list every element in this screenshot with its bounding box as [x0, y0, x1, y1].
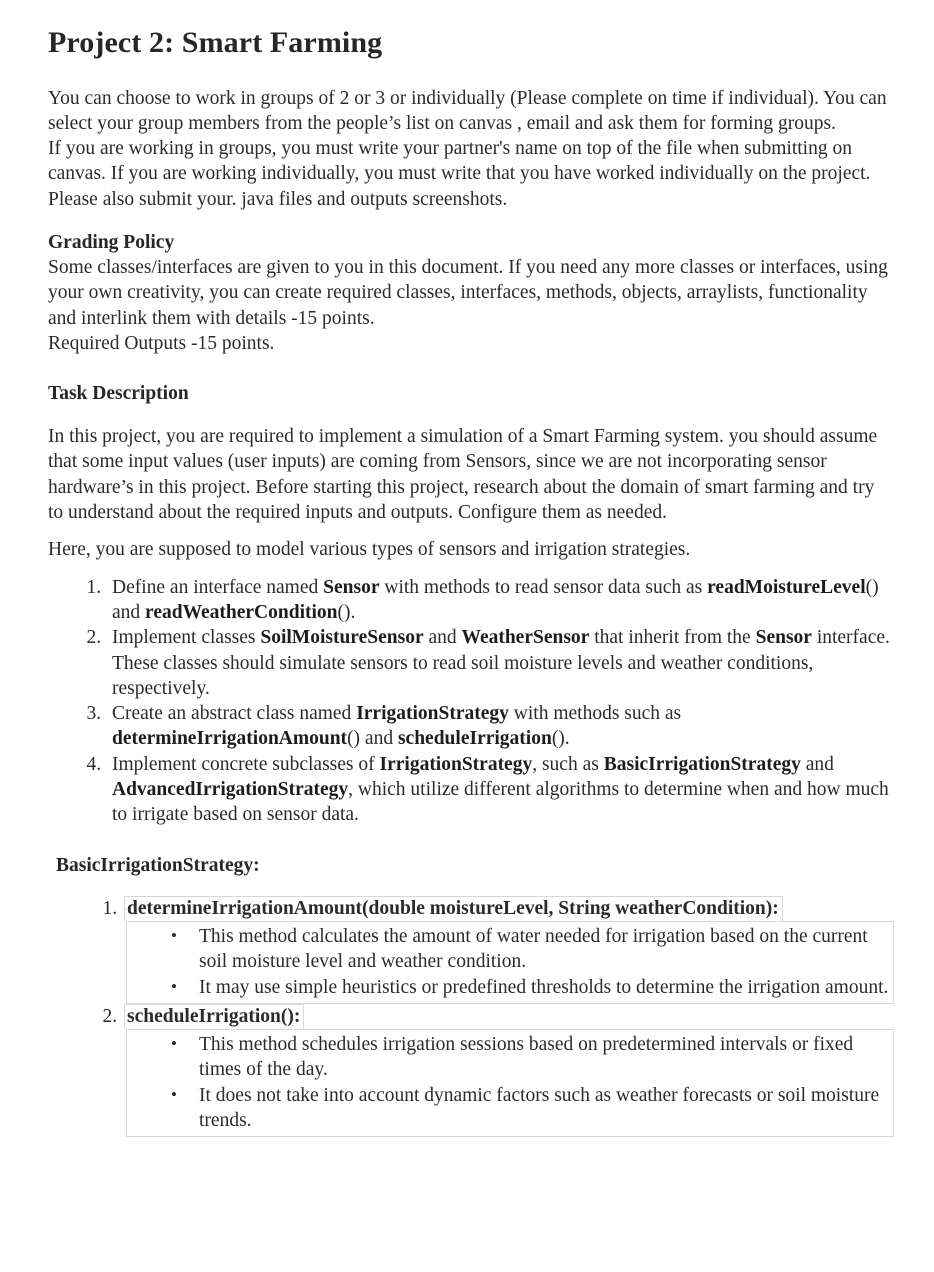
emphasis-term: scheduleIrrigation	[397, 728, 552, 750]
task-description-paragraph-1: In this project, you are required to implement a simulation of a Smart Farming system. you should assume that some input values (user inputs) are coming from Sensors, since we are not incorporating sensor hardware’s in this project. Before starting this project, research about the domain of smart farming and try to understand about the required inputs and outputs. Configure them as needed.	[48, 426, 878, 524]
method-detail-list	[126, 1029, 894, 1137]
requirements-list	[48, 575, 894, 828]
body-text: ().	[551, 728, 570, 750]
requirement-item	[106, 752, 894, 828]
body-text: that inherit from the	[589, 627, 756, 649]
body-text: Implement classes	[112, 627, 261, 649]
emphasis-term: SoilMoistureSensor	[260, 627, 424, 649]
spacer	[48, 212, 894, 230]
requirement-item	[106, 701, 894, 752]
body-text: () and	[347, 728, 398, 750]
spacer	[48, 563, 894, 575]
task-description-paragraph-2: Here, you are supposed to model various types of sensors and irrigation strategies.	[48, 539, 691, 561]
method-signature: determineIrrigationAmount(double moistureLevel, String weatherCondition):	[124, 896, 783, 921]
emphasis-term: BasicIrrigationStrategy	[603, 753, 801, 775]
emphasis-term: Sensor	[323, 576, 380, 598]
spacer	[48, 525, 894, 537]
intro-paragraph-1: You can choose to work in groups of 2 or 3 or individually (Please complete on time if individual). You can select your group members from the people’s list on canvas , email and ask them for forming groups.	[48, 87, 887, 134]
body-text: with methods such as	[508, 703, 682, 725]
spacer	[48, 878, 894, 896]
grading-policy-paragraph-1: Some classes/interfaces are given to you in this document. If you need any more classes or interfaces, using your own creativity, you can create required classes, interfaces, methods, objects, arraylists, functionality and interlink them with details -15 points.	[48, 256, 888, 329]
basic-irrigation-strategy-heading: BasicIrrigationStrategy:	[56, 854, 260, 876]
method-item	[122, 1004, 894, 1137]
body-text: Implement concrete subclasses of	[112, 753, 380, 775]
page-title: Project 2: Smart Farming	[48, 26, 383, 59]
body-text: and	[800, 753, 834, 775]
emphasis-term: readWeatherCondition	[145, 601, 338, 623]
spacer	[48, 406, 894, 424]
requirement-item	[106, 575, 894, 626]
body-text: , which utilize different algorithms to determine when and how much to irrigate based on sensor data.	[112, 779, 889, 826]
emphasis-term: WeatherSensor	[461, 627, 590, 649]
method-detail-item: • It may use simple heuristics or predefined thresholds to determine the irrigation amount.	[165, 975, 893, 1000]
body-text: Define an interface named	[112, 576, 324, 598]
intro-paragraph-2: If you are working in groups, you must write your partner's name on top of the file when submitting on canvas. If you are working individually, you must write that you have worked individually on the project. Please also submit your. java files and outputs screenshots.	[48, 138, 871, 210]
emphasis-term: IrrigationStrategy	[379, 753, 533, 775]
method-detail-item: • It does not take into account dynamic factors such as weather forecasts or soil moisture trends.	[165, 1083, 893, 1134]
method-detail-list	[126, 921, 894, 1004]
method-detail-item: • This method calculates the amount of water needed for irrigation based on the current soil moisture level and weather condition.	[165, 924, 893, 975]
body-text: ().	[337, 601, 356, 623]
body-text: () and	[112, 576, 879, 623]
emphasis-term: Sensor	[755, 627, 812, 649]
emphasis-term: determineIrrigationAmount	[112, 728, 348, 750]
method-detail-item: • This method schedules irrigation sessions based on predetermined intervals or fixed times of the day.	[165, 1032, 893, 1083]
spacer	[48, 356, 894, 381]
emphasis-term: IrrigationStrategy	[356, 703, 509, 725]
body-text: and	[423, 627, 462, 649]
body-text: interface. These classes should simulate sensors to read soil moisture levels and weather conditions, respectively.	[112, 627, 890, 699]
method-signature: scheduleIrrigation():	[124, 1004, 304, 1029]
grading-policy-heading: Grading Policy	[48, 231, 175, 253]
method-list	[48, 896, 894, 1138]
grading-policy-paragraph-2: Required Outputs -15 points.	[48, 332, 275, 354]
task-description-heading: Task Description	[48, 383, 189, 405]
body-text: with methods to read sensor data such as	[379, 576, 708, 598]
spacer	[48, 61, 894, 86]
requirement-item	[106, 625, 894, 701]
body-text: Create an abstract class named	[112, 703, 357, 725]
body-text: , such as	[532, 753, 604, 775]
emphasis-term: AdvancedIrrigationStrategy	[112, 779, 349, 801]
method-item	[122, 896, 894, 1004]
spacer	[48, 828, 894, 853]
emphasis-term: readMoistureLevel	[707, 576, 866, 598]
